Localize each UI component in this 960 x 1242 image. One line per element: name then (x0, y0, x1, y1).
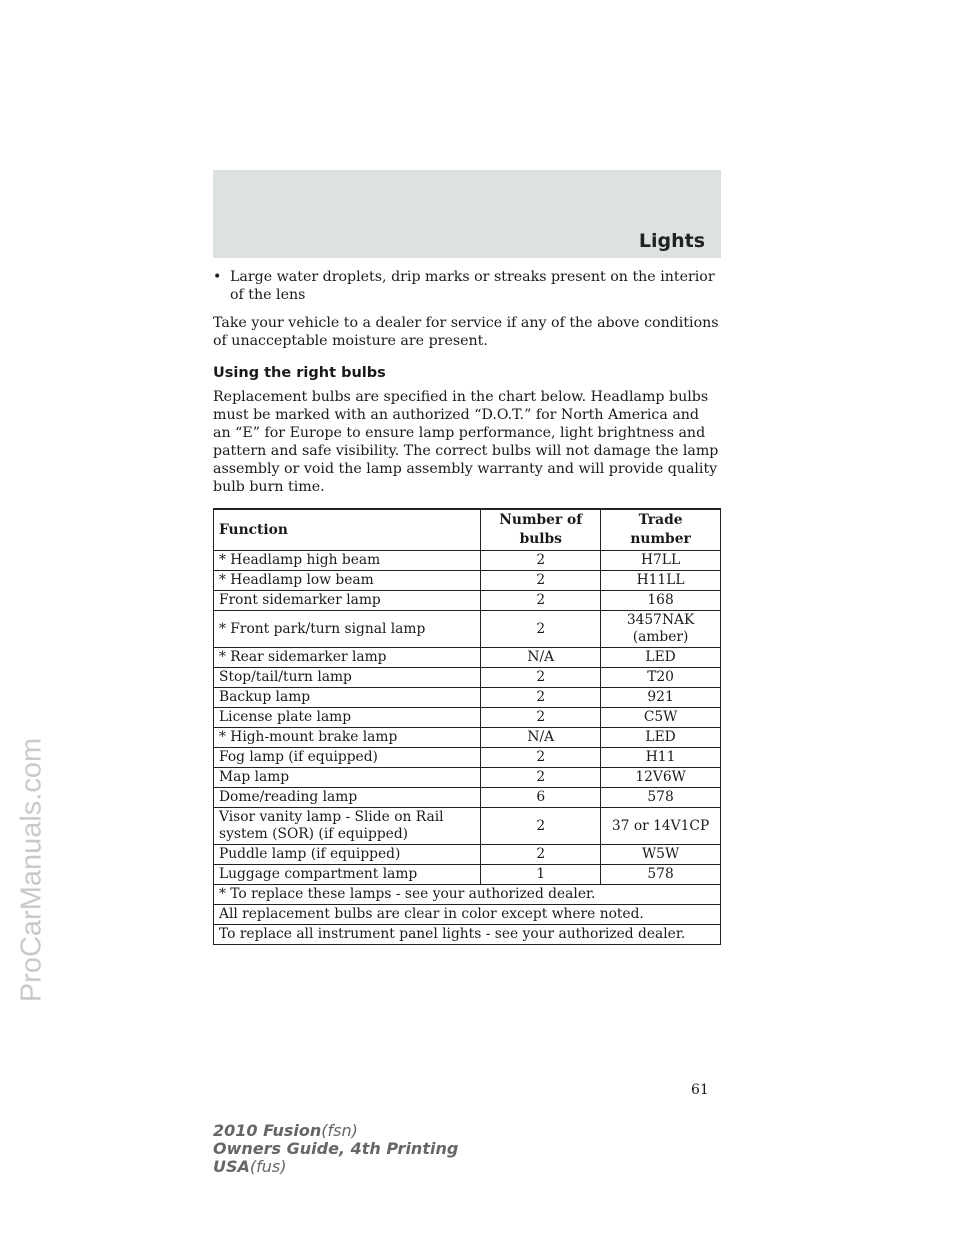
cell-trade: H11LL (601, 571, 721, 591)
table-row (214, 768, 721, 788)
table-row (214, 611, 721, 648)
cell-trade: T20 (601, 668, 721, 688)
bullet-text: Large water droplets, drip marks or streaks present on the interior of the lens (230, 269, 715, 303)
cell-bulbs: 2 (481, 591, 601, 611)
cell-trade: 37 or 14V1CP (601, 808, 721, 845)
cell-bulbs: 2 (481, 808, 601, 845)
cell-function: * Headlamp low beam (214, 571, 481, 591)
table-note-row (214, 905, 721, 925)
table-note: To replace all instrument panel lights - see your authorized dealer. (214, 925, 721, 945)
cell-bulbs: 2 (481, 688, 601, 708)
cell-function: * High-mount brake lamp (214, 728, 481, 748)
header-trade: Trade number (601, 509, 721, 551)
cell-function: * Rear sidemarker lamp (214, 648, 481, 668)
cell-trade: 12V6W (601, 768, 721, 788)
header-bulbs: Number of bulbs (481, 509, 601, 551)
cell-trade: W5W (601, 845, 721, 865)
cell-function: Stop/tail/turn lamp (214, 668, 481, 688)
cell-trade: C5W (601, 708, 721, 728)
paragraph-moisture: Take your vehicle to a dealer for service if any of the above conditions of unacceptable moisture are present. (213, 315, 719, 349)
table-note: All replacement bulbs are clear in color except where noted. (214, 905, 721, 925)
watermark-text: ProCarManuals.com (15, 737, 48, 1003)
page-content (213, 268, 721, 945)
table-note-row (214, 925, 721, 945)
cell-function: * Front park/turn signal lamp (214, 611, 481, 648)
table-row (214, 808, 721, 845)
table-header-row (214, 509, 721, 551)
footer-market-code: (fus) (249, 1157, 287, 1176)
cell-trade: LED (601, 728, 721, 748)
cell-bulbs: 6 (481, 788, 601, 808)
cell-bulbs: 2 (481, 708, 601, 728)
table-row (214, 788, 721, 808)
table-row (214, 865, 721, 885)
footer-model: 2010 Fusion (213, 1121, 322, 1140)
footer-line-2 (213, 1140, 458, 1158)
cell-bulbs: 2 (481, 768, 601, 788)
cell-trade: H11 (601, 748, 721, 768)
table-row (214, 748, 721, 768)
cell-bulbs: 2 (481, 571, 601, 591)
footer-line-1 (213, 1122, 458, 1140)
cell-function: Visor vanity lamp - Slide on Rail system (SOR) (if equipped) (214, 808, 481, 845)
bulb-table (213, 508, 721, 945)
footer (213, 1122, 458, 1176)
footer-line-3 (213, 1158, 458, 1176)
bullet-dot-icon: • (213, 269, 222, 285)
cell-trade: 3457NAK (amber) (601, 611, 721, 648)
cell-bulbs: 2 (481, 668, 601, 688)
paragraph-bulbs: Replacement bulbs are specified in the chart below. Headlamp bulbs must be marked with an authorized “D.O.T.” for North America and an “E” for Europe to ensure lamp performance, light brightness and pattern and safe visibility. The correct bulbs will not damage the lamp assembly or void the lamp assembly warranty and will provide quality bulb burn time. (213, 389, 719, 495)
cell-function: Map lamp (214, 768, 481, 788)
section-header-band (213, 170, 721, 258)
cell-bulbs: 2 (481, 611, 601, 648)
cell-function: Fog lamp (if equipped) (214, 748, 481, 768)
cell-trade: LED (601, 648, 721, 668)
table-row (214, 571, 721, 591)
bullet-item (213, 268, 721, 304)
cell-bulbs: 1 (481, 865, 601, 885)
cell-bulbs: 2 (481, 748, 601, 768)
table-note: * To replace these lamps - see your authorized dealer. (214, 885, 721, 905)
cell-bulbs: N/A (481, 728, 601, 748)
table-note-row (214, 885, 721, 905)
cell-function: Dome/reading lamp (214, 788, 481, 808)
cell-function: Puddle lamp (if equipped) (214, 845, 481, 865)
cell-function: Backup lamp (214, 688, 481, 708)
table-row (214, 551, 721, 571)
table-row (214, 728, 721, 748)
cell-trade: 578 (601, 788, 721, 808)
table-row (214, 688, 721, 708)
footer-model-code: (fsn) (321, 1121, 358, 1140)
cell-bulbs: 2 (481, 845, 601, 865)
cell-trade: 168 (601, 591, 721, 611)
table-row (214, 845, 721, 865)
cell-function: * Headlamp high beam (214, 551, 481, 571)
page-number: 61 (691, 1082, 709, 1098)
cell-function: Front sidemarker lamp (214, 591, 481, 611)
table-row (214, 708, 721, 728)
watermark (12, 510, 52, 1230)
footer-guide: Owners Guide, 4th Printing (213, 1139, 459, 1158)
header-function: Function (214, 509, 481, 551)
table-row (214, 668, 721, 688)
cell-bulbs: 2 (481, 551, 601, 571)
cell-trade: H7LL (601, 551, 721, 571)
section-title: Lights (638, 230, 705, 252)
subheading: Using the right bulbs (213, 365, 386, 381)
cell-function: License plate lamp (214, 708, 481, 728)
table-row (214, 591, 721, 611)
footer-market: USA (213, 1157, 250, 1176)
table-row (214, 648, 721, 668)
cell-trade: 578 (601, 865, 721, 885)
cell-bulbs: N/A (481, 648, 601, 668)
cell-function: Luggage compartment lamp (214, 865, 481, 885)
cell-trade: 921 (601, 688, 721, 708)
